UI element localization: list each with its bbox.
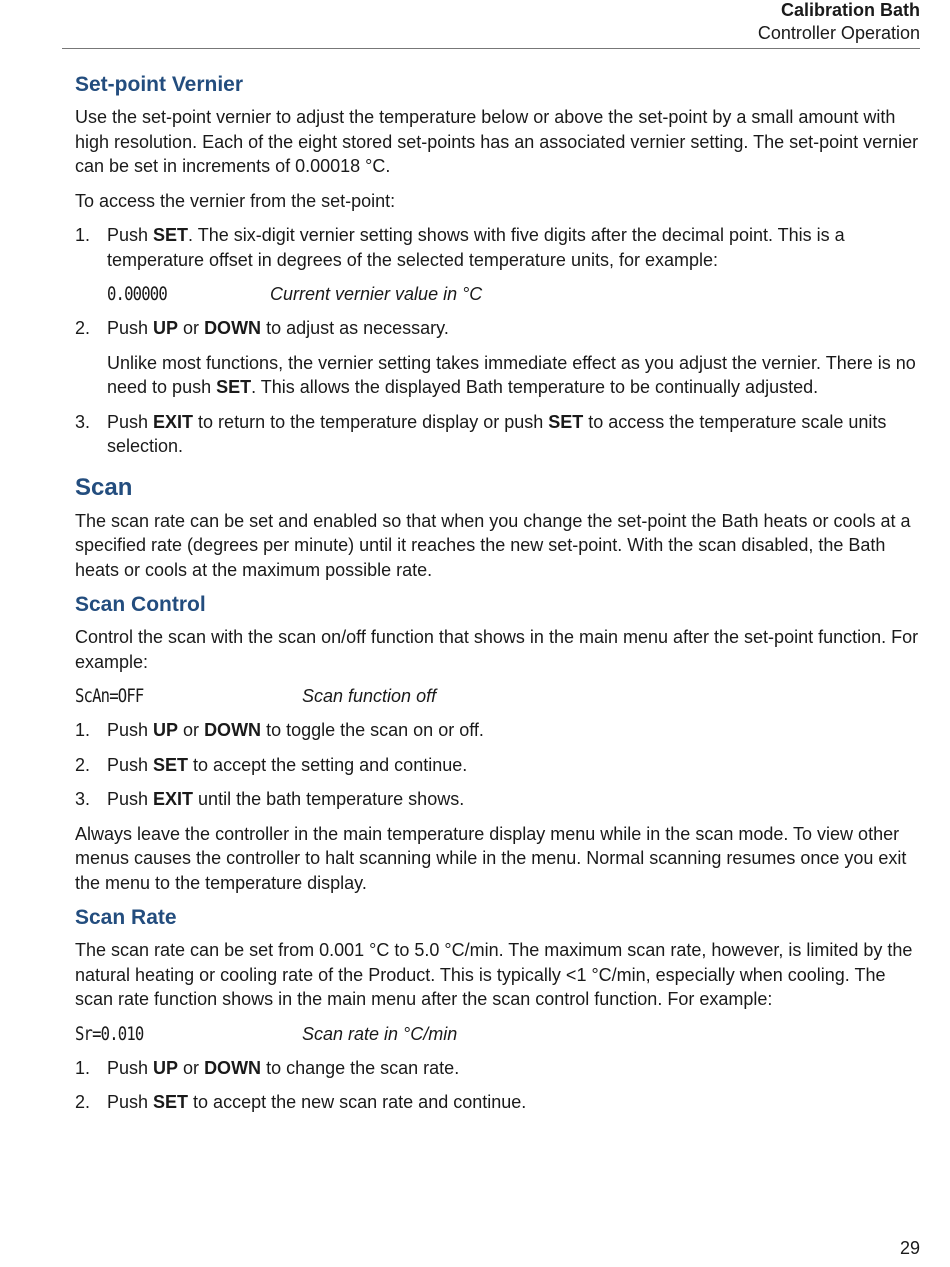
list-item: 1. Push UP or DOWN to toggle the scan on or off. xyxy=(75,718,923,743)
key-label: DOWN xyxy=(204,318,262,338)
list-item: 2. Push SET to accept the new scan rate and continue. xyxy=(75,1090,923,1115)
scan-control-note: Always leave the controller in the main temperature display menu while in the scan mode. To view other menus causes the controller to halt scanning while in the menu. Normal scanning resumes once you exit the menu to the temperature display. xyxy=(75,823,907,893)
lcd-display-example xyxy=(75,684,923,708)
scan-intro: The scan rate can be set and enabled so that when you change the set-point the Bath heats or cools at a specified rate (degrees per minute) until it reaches the new set-point. With the scan disabled, the Bath heats or cools at the maximum possible rate. xyxy=(75,510,911,580)
lcd-readout: 0.00000 xyxy=(107,283,167,305)
step-number: 1. xyxy=(75,720,91,740)
step-number: 3. xyxy=(75,789,91,809)
list-item: 2. Push UP or DOWN to adjust as necessary. Unlike most functions, the vernier setting takes immediate effect as you adjust the vernier. There is no need to push SET. This allows the displayed Bath temperature to be continually adjusted. xyxy=(75,316,923,400)
scan-control-intro: Control the scan with the scan on/off function that shows in the main menu after the set-point function. For example: xyxy=(75,627,919,672)
key-label: UP xyxy=(153,318,179,338)
key-label: SET xyxy=(216,377,252,397)
step-number: 2. xyxy=(75,754,91,775)
key-label: DOWN xyxy=(204,720,262,740)
lcd-readout: ScAn=OFF xyxy=(75,685,144,707)
vernier-steps xyxy=(75,223,923,272)
lcd-readout: Sr=0.010 xyxy=(75,1022,144,1045)
step-number: 3. xyxy=(75,411,91,432)
key-label: DOWN xyxy=(204,1057,262,1078)
section-heading-vernier: Set-point Vernier xyxy=(75,73,244,96)
vernier-intro: Use the set-point vernier to adjust the temperature below or above the set-point by a small amount with high resolution. Each of the eight stored set-points has an associated vernier setting. The set-point vernier can be set in increments of 0.00018 °C. xyxy=(75,107,919,176)
vernier-access: To access the vernier from the set-point: xyxy=(75,190,396,211)
step-number: 2. xyxy=(75,1092,91,1112)
lcd-caption: Scan rate in °C/min xyxy=(302,1023,458,1044)
lcd-display-example xyxy=(75,282,923,306)
page-header xyxy=(62,0,920,49)
list-item: 1. Push UP or DOWN to change the scan rate. xyxy=(75,1056,923,1081)
step-note: Unlike most functions, the vernier setting takes immediate effect as you adjust the vernier. There is no need to push SET. This allows the displayed Bath temperature to be continually adjusted. xyxy=(107,352,916,397)
scan-rate-steps xyxy=(75,1056,923,1115)
list-item: 1. Push SET. The six-digit vernier setting shows with five digits after the decimal point. This is a temperature offset in degrees of the selected temperature units, for example: xyxy=(75,225,845,270)
lcd-caption: Scan function off xyxy=(302,686,437,706)
lcd-display-example xyxy=(75,1022,923,1046)
key-label: SET xyxy=(153,754,189,775)
scan-control-steps xyxy=(75,718,923,812)
page-number: 29 xyxy=(899,1238,920,1258)
list-item: 2. Push SET to accept the setting and continue. xyxy=(75,753,923,778)
section-heading-scan: Scan xyxy=(75,473,133,501)
key-label: SET xyxy=(153,225,189,245)
section-heading-scan-control: Scan Control xyxy=(75,593,206,616)
page-content xyxy=(75,72,923,1125)
key-label: SET xyxy=(153,1092,189,1112)
step-number: 1. xyxy=(75,225,91,245)
scan-rate-intro: The scan rate can be set from 0.001 °C to 5.0 °C/min. The maximum scan rate, however, is limited by the natural heating or cooling rate of the Product. This is typically <1 °C/min, especially when cooling. The scan rate function shows in the main menu after the scan control function. For example: xyxy=(75,940,913,1009)
list-item: 3. Push EXIT to return to the temperature display or push SET to access the temperature scale units selection. xyxy=(75,411,887,456)
key-label: UP xyxy=(153,720,179,740)
list-item: 3. Push EXIT until the bath temperature shows. xyxy=(75,787,923,812)
key-label: SET xyxy=(548,411,584,432)
step-number: 1. xyxy=(75,1057,91,1078)
key-label: UP xyxy=(153,1057,179,1078)
key-label: EXIT xyxy=(153,789,194,809)
step-number: 2. xyxy=(75,318,91,338)
header-title: Calibration Bath xyxy=(780,0,920,20)
section-heading-scan-rate: Scan Rate xyxy=(75,906,177,929)
header-subtitle: Controller Operation xyxy=(757,23,920,43)
lcd-caption: Current vernier value in °C xyxy=(270,284,483,304)
key-label: EXIT xyxy=(153,411,194,432)
